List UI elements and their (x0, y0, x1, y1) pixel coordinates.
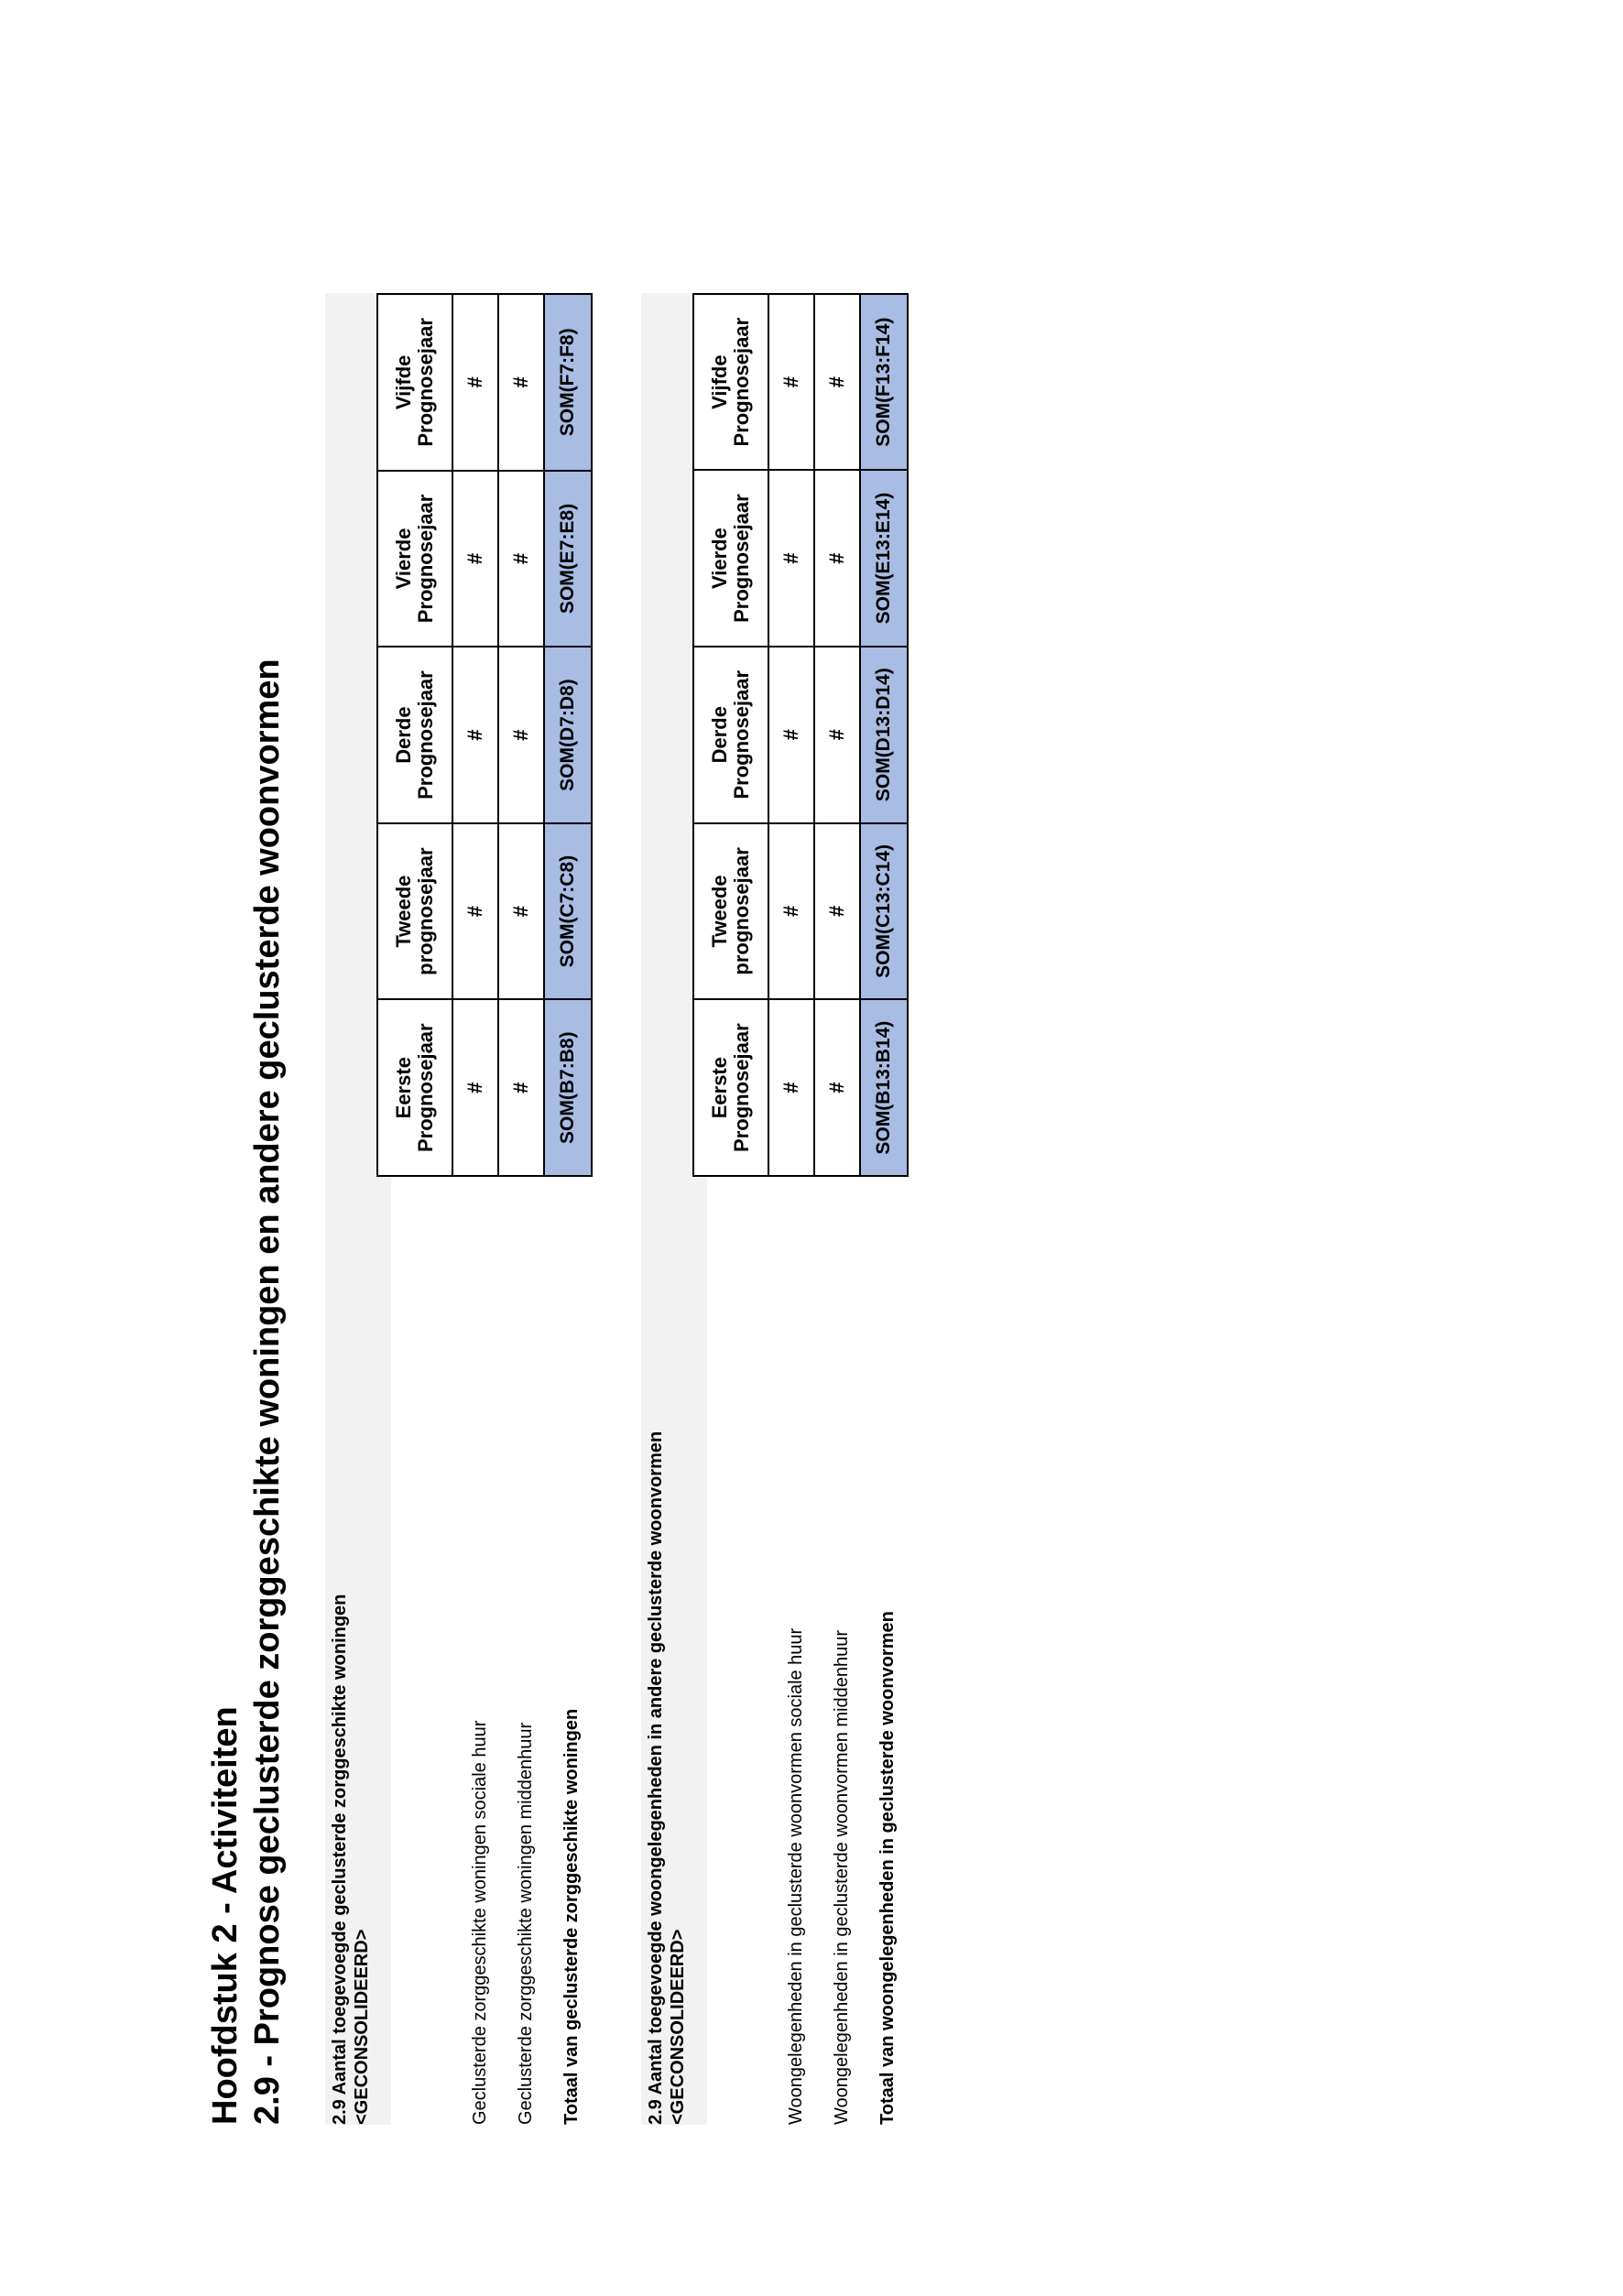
row-label: Geclusterde zorggeschikte woningen middenhuur (516, 1722, 536, 2125)
table-cell: # (768, 999, 814, 1176)
table-cell: # (452, 999, 498, 1176)
table-cell: # (768, 294, 814, 470)
row-label: Woongelegenheden in geclusterde woonvormen middenhuur (832, 1630, 852, 2125)
section-title-line1: 2.9 Aantal toegevoegde woongelegenheden in andere geclusterde woonvormen (646, 1431, 666, 2125)
section-header-band (376, 1177, 391, 2125)
column-header: Vijfde Prognosejaar (377, 294, 452, 471)
table-cell: # (814, 470, 860, 647)
table-cell: # (498, 294, 544, 471)
total-row (860, 294, 908, 1176)
total-cell: SOM(B7:B8) (544, 999, 592, 1176)
total-cell: SOM(D13:D14) (860, 647, 908, 823)
table-cell: # (498, 999, 544, 1176)
total-row (544, 294, 592, 1176)
total-cell: SOM(E13:E14) (860, 470, 908, 647)
chapter-title: Hoofdstuk 2 - Activiteiten (206, 1706, 245, 2125)
table-cell: # (452, 471, 498, 647)
table-cell: # (814, 823, 860, 1000)
table-cell: # (814, 647, 860, 823)
total-cell: SOM(B13:B14) (860, 999, 908, 1176)
table-cell: # (768, 823, 814, 1000)
table-cell: # (452, 294, 498, 471)
column-header: Derde Prognosejaar (377, 647, 452, 823)
section-header-band (692, 1177, 707, 2125)
total-row-label: Totaal van geclusterde zorggeschikte woningen (561, 1708, 582, 2125)
section-title (329, 1191, 373, 2125)
total-cell: SOM(D7:D8) (544, 647, 592, 823)
row-label: Woongelegenheden in geclusterde woonvormen sociale huur (786, 1627, 806, 2125)
table-cell: # (498, 647, 544, 823)
table-row (814, 294, 860, 1176)
data-table (376, 293, 593, 1177)
header-row (693, 294, 768, 1176)
section-title-line1: 2.9 Aantal toegevoegde geclusterde zorggeschikte woningen (330, 1594, 350, 2125)
column-header: Vierde Prognosejaar (693, 470, 768, 647)
table-cell: # (498, 823, 544, 1000)
header-row (377, 294, 452, 1176)
table-cell: # (498, 471, 544, 647)
table-row (768, 294, 814, 1176)
total-row-label: Totaal van woongelegenheden in geclusterde woonvormen (877, 1611, 898, 2125)
table-cell: # (814, 999, 860, 1176)
row-label: Geclusterde zorggeschikte woningen sociale huur (470, 1720, 490, 2125)
total-cell: SOM(E7:E8) (544, 471, 592, 647)
column-header: Vierde Prognosejaar (377, 471, 452, 647)
table-cell: # (452, 647, 498, 823)
table-cell: # (768, 647, 814, 823)
page-title: 2.9 - Prognose geclusterde zorggeschikte woningen en andere geclusterde woonvormen (248, 658, 287, 2125)
column-header: Vijfde Prognosejaar (693, 294, 768, 470)
rotated-page (197, 147, 948, 2125)
column-header: Eerste Prognosejaar (693, 999, 768, 1176)
table-cell: # (452, 823, 498, 1000)
data-table (692, 293, 909, 1177)
table-row (498, 294, 544, 1176)
table-cell: # (814, 294, 860, 470)
total-cell: SOM(C7:C8) (544, 823, 592, 1000)
column-header: Eerste Prognosejaar (377, 999, 452, 1176)
section-title (645, 1191, 689, 2125)
total-cell: SOM(C13:C14) (860, 823, 908, 1000)
section-title-line2: <GECONSOLIDEERD> (668, 1929, 688, 2125)
total-cell: SOM(F7:F8) (544, 294, 592, 471)
table-cell: # (768, 470, 814, 647)
column-header: Tweede prognosejaar (377, 823, 452, 1000)
column-header: Tweede prognosejaar (693, 823, 768, 1000)
section-title-line2: <GECONSOLIDEERD> (352, 1929, 372, 2125)
column-header: Derde Prognosejaar (693, 647, 768, 823)
table-row (452, 294, 498, 1176)
total-cell: SOM(F13:F14) (860, 294, 908, 470)
